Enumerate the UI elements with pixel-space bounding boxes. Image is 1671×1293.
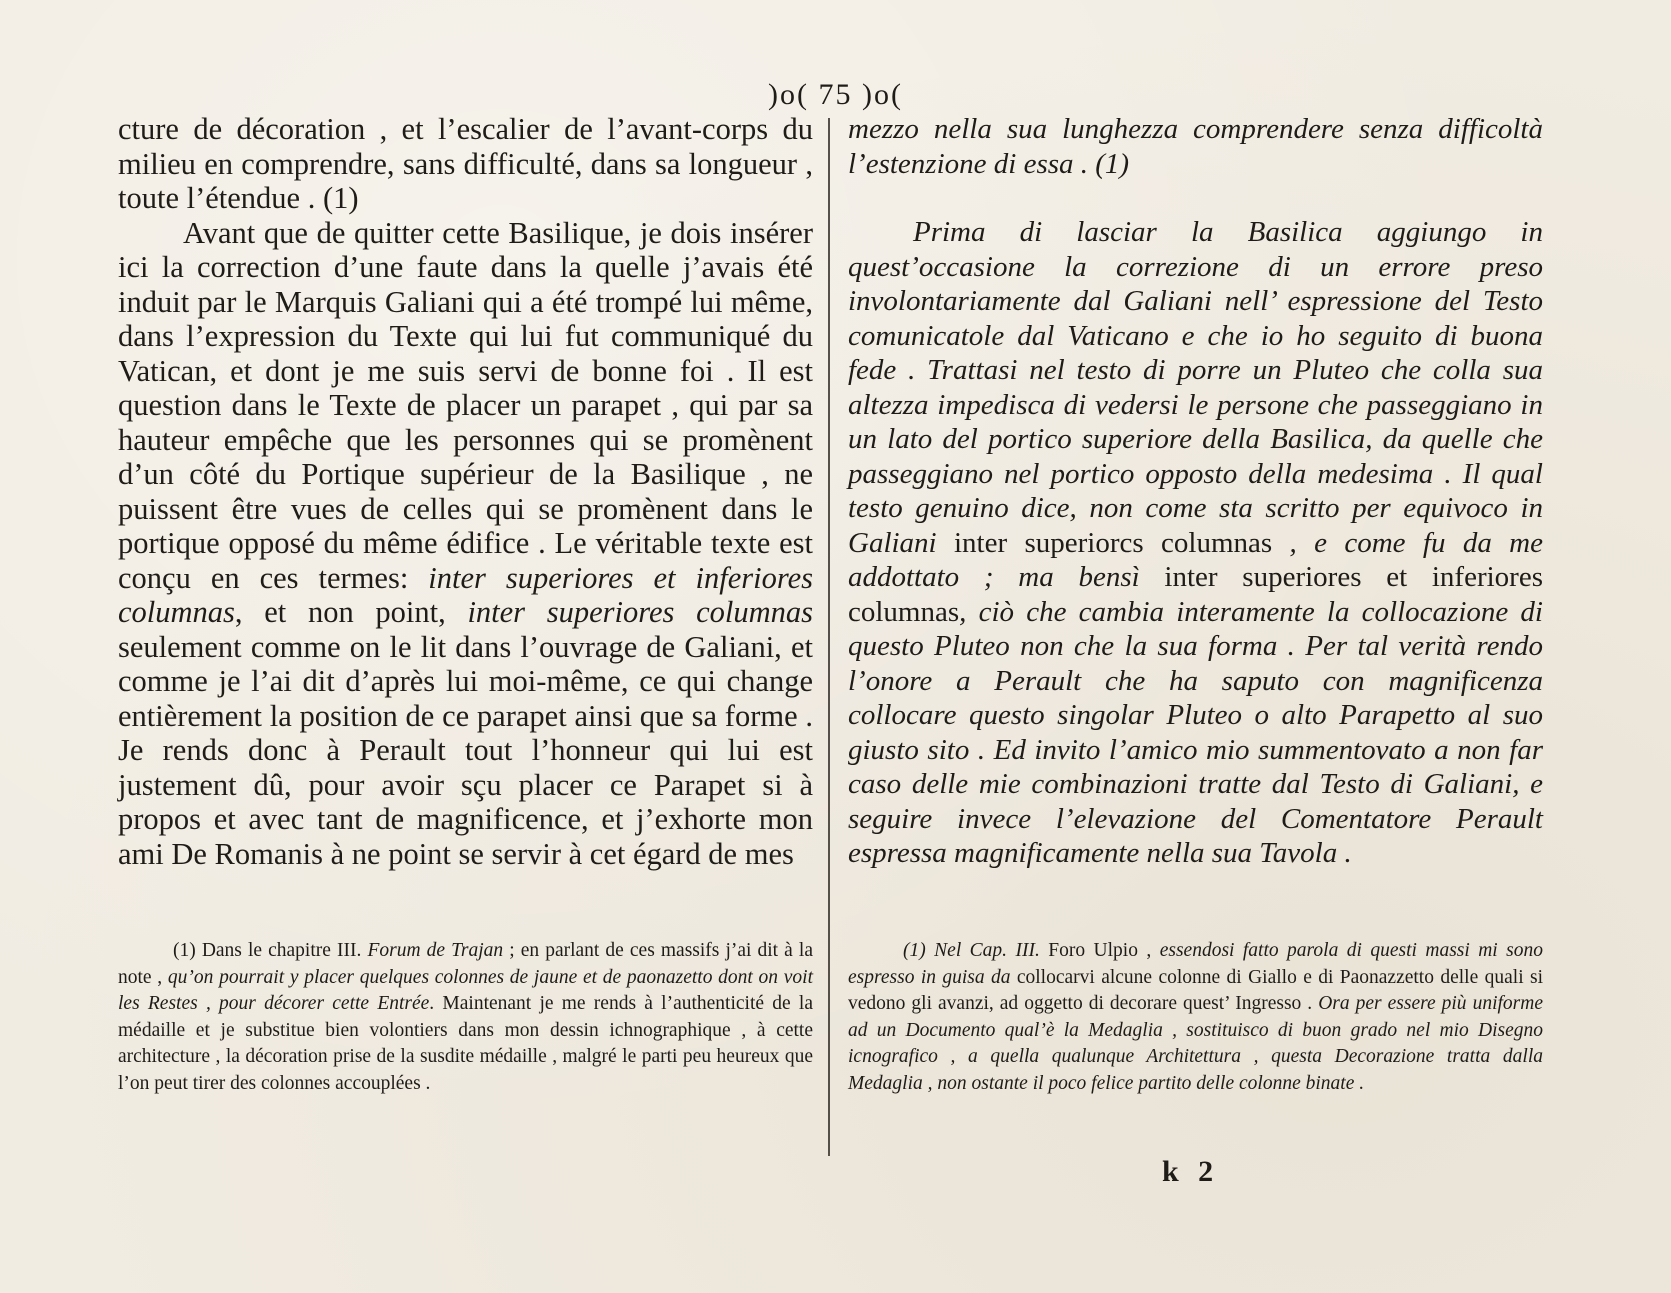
right-p2-latin-2: inter superiores et inferiores columnas xyxy=(848,561,1543,628)
right-note-a: Foro Ulpio , xyxy=(1039,940,1160,961)
right-p2-text-a: Prima di lasciar la Basilica aggiungo in quest’occasione la correzione di un errore preso involontariamente dal Galiani nell’ espressione del Testo comunicatole dal Vaticano e che io ho seguito di buona fede . Trattasi nel testo di porre un Pluteo che colla sua altezza impedisca di vedersi le persone che passeggiano in un lato del portico superiore della Basilica, da quelle che passeggiano nel portico opposto della medesima . Il qual testo genuino dice, non come sta scritto per equivoco in Galiani xyxy=(848,216,1543,559)
left-note-b: ; en parlant de ces massifs j’ai dit à la note , xyxy=(118,940,813,988)
left-p2-text-a: Avant que de quitter cette Basilique, je dois insérer ici la correction d’une faute dans la quelle j’avais été induit par le Marquis Galiani qui a été trompé lui même, dans l’expression du Texte qui lui fut communiqué du Vatican, et dont je me suis servi de bonne foi . Il est question dans le Texte de placer un parapet , qui par sa hauteur empêche que les personnes qui se promènent d’un côté du Portique supérieur de la Basilique , ne puissent être vues de celles qui se promènent dans le portique opposé du même édifice . Le véritable texte est conçu en ces termes: xyxy=(118,215,813,595)
left-note-c: . Maintenant je me rends à l’authenticité de la médaille et je substitue bien volontiers dans mon dessin ichnographique , à cette architecture , la décoration prise de la susdite médaille , malgré le parti peu heureux que l’on peut tirer des colonnes accouplées . xyxy=(118,993,813,1094)
right-footnote xyxy=(848,938,1543,1097)
right-note-b: collocarvi alcune colonne di Giallo e di Paonazzetto delle quali si vedono gli avanzi, ad oggetto di decorare quest’ Ingresso . xyxy=(848,966,1543,1014)
right-column xyxy=(848,112,1543,871)
signature-mark: k 2 xyxy=(1162,1155,1220,1188)
left-paragraph-2 xyxy=(118,216,813,872)
left-note-a: (1) Dans le chapitre III. xyxy=(173,940,368,961)
left-footnote-text xyxy=(118,938,813,1097)
right-note-ital-3: Ora per essere più uniforme ad un Documento qual’è la Medaglia , sostituisco di buon grado nel mio Disegno icnografico , a quella qualunque Architettura , questa Decorazione tratta dalla Medaglia , non ostante il poco felice partito delle colonne binate . xyxy=(848,993,1543,1094)
right-main-text xyxy=(848,112,1543,871)
right-p2-text-b: , e come fu da me addottato ; ma bensì xyxy=(848,526,1543,593)
left-note-ital-1: Forum de Trajan xyxy=(367,940,504,961)
left-p2-text-b: , et non point, xyxy=(234,595,468,629)
left-p2-latin-2: inter superiores columnas xyxy=(467,595,813,629)
page-number: )o( 75 )o( xyxy=(768,78,903,111)
left-p2-text-c: seulement comme on le lit dans l’ouvrage de Galiani, et comme je l’ai dit d’après lui moi-même, ce qui change entièrement la position de ce parapet ainsi que sa forme . Je rends donc à Perault tout l’honneur qui lui est justement dû, pour avoir sçu placer ce Parapet si à propos et avec tant de magnificence, et j’exhorte mon ami De Romanis à ne point se servir à cet égard de mes xyxy=(118,629,813,871)
left-note-ital-2: qu’on pourrait y placer quelques colonnes de jaune et de paonazetto dont on voit les Restes , pour décorer cette Entrée xyxy=(118,966,813,1014)
right-p2-latin-1: inter superiorcs columnas xyxy=(953,526,1273,559)
right-note-ital-2: essendosi fatto parola di questi massi mi sono espresso in guisa da xyxy=(848,940,1543,988)
left-footnote xyxy=(118,938,813,1097)
right-footnote-text xyxy=(848,938,1543,1097)
right-note-ital-1: (1) Nel Cap. III. xyxy=(903,940,1040,961)
left-p2-latin-1: inter superiores et inferiores columnas xyxy=(118,560,813,629)
left-main-text xyxy=(118,112,813,871)
right-paragraph-2 xyxy=(848,215,1543,871)
right-paragraph-1: mezzo nella sua lunghezza comprendere senza difficoltà l’estenzione di essa . (1) xyxy=(848,113,1543,180)
left-column xyxy=(118,112,813,871)
right-p2-text-c: , ciò che cambia interamente la collocazione di questo Pluteo non che la sua forma . Per tal verità rendo l’onore a Perault che ha saputo con magnificenza collocare questo singolar Pluteo o alto Parapetto al suo giusto sito . Ed invito l’amico mio summentovato a non far caso delle mie combinazioni tratte dal Testo di Galiani, e seguire invece l’elevazione del Comentatore Perault espressa magnificamente nella sua Tavola . xyxy=(848,595,1543,869)
column-divider xyxy=(828,118,830,1156)
left-paragraph-1: cture de décoration , et l’escalier de l’avant-corps du milieu en comprendre, sans difficulté, dans sa longueur , toute l’étendue . (1) xyxy=(118,112,813,215)
